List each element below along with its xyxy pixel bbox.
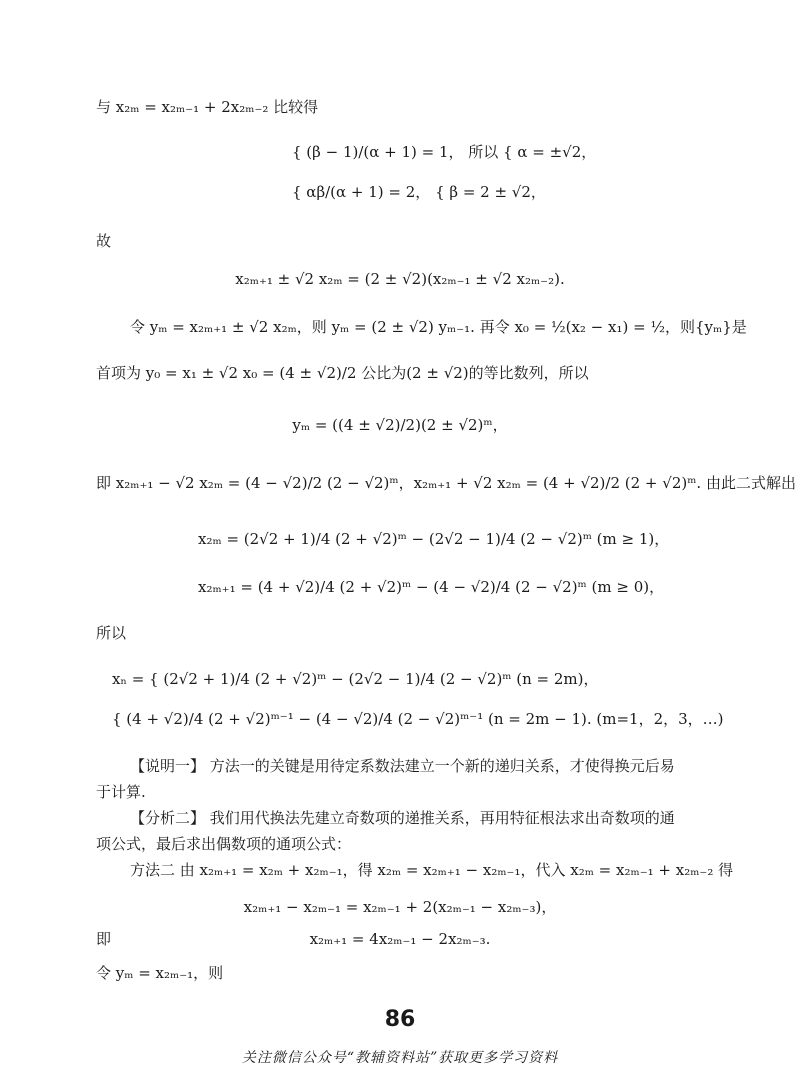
equation-x2m: x₂ₘ = (2√2 + 1)/4 (2 + √2)ᵐ − (2√2 − 1)/4 (2 − √2)ᵐ (m ≥ 1)， [198, 530, 670, 548]
system-line-1: { (β − 1)/(α + 1) = 1， 所以 { α = ±√2， [292, 143, 597, 161]
analysis-two-line-1: 【分析二】 我们用代换法先建立奇数项的递推关系，再用特征根法求出奇数项的通 [130, 809, 675, 827]
text-ling-ym: 令 yₘ = x₂ₘ₋₁，则 [96, 964, 224, 982]
equation-x2m1: x₂ₘ₊₁ = (4 + √2)/4 (2 + √2)ᵐ − (4 − √2)/4 (2 − √2)ᵐ (m ≥ 0)， [198, 578, 665, 596]
text-ji-2: 即 [96, 930, 112, 948]
system-line-2: { αβ/(α + 1) = 2， { β = 2 ± √2， [292, 183, 546, 201]
text-gu: 故 [96, 232, 112, 250]
page-number: 86 [384, 1007, 416, 1032]
analysis-two-line-2: 项公式，最后求出偶数项的通项公式： [96, 835, 352, 853]
piecewise-line-1: xₙ = { (2√2 + 1)/4 (2 + √2)ᵐ − (2√2 − 1)/4 (2 − √2)ᵐ (n = 2m)， [112, 670, 599, 688]
equation-1: x₂ₘ₊₁ ± √2 x₂ₘ = (2 ± √2)(x₂ₘ₋₁ ± √2 x₂ₘ₋₂). [235, 270, 565, 288]
footer-note: 关注微信公众号“教辅资料站”获取更多学习资料 [241, 1050, 559, 1066]
equation-ym: yₘ = ((4 ± √2)/2)(2 ± √2)ᵐ， [292, 416, 508, 434]
equation-recursion: x₂ₘ₊₁ − x₂ₘ₋₁ = x₂ₘ₋₁ + 2(x₂ₘ₋₁ − x₂ₘ₋₃)， [243, 898, 557, 916]
text-line-ji: 即 x₂ₘ₊₁ − √2 x₂ₘ = (4 − √2)/2 (2 − √2)ᵐ，x₂ₘ₊₁ + √2 x₂ₘ = (4 + √2)/2 (2 + √2)ᵐ. 由此二式解出 [96, 474, 796, 492]
method-two-line: 方法二 由 x₂ₘ₊₁ = x₂ₘ + x₂ₘ₋₁，得 x₂ₘ = x₂ₘ₊₁ − x₂ₘ₋₁，代入 x₂ₘ = x₂ₘ₋₁ + x₂ₘ₋₂ 得 [130, 861, 734, 879]
text-line-ling: 令 yₘ = x₂ₘ₊₁ ± √2 x₂ₘ，则 yₘ = (2 ± √2) yₘ₋₁. 再令 x₀ = ½(x₂ − x₁) = ½，则{yₘ}是 [130, 318, 747, 336]
piecewise-line-2: { (4 + √2)/4 (2 + √2)ᵐ⁻¹ − (4 − √2)/4 (2 − √2)ᵐ⁻¹ (n = 2m − 1). (m=1，2，3，…) [112, 710, 724, 728]
text-line-1: 与 x₂ₘ = x₂ₘ₋₁ + 2x₂ₘ₋₂ 比较得 [96, 98, 319, 116]
note-one-line-2: 于计算. [96, 783, 146, 801]
note-one-line-1: 【说明一】 方法一的关键是用待定系数法建立一个新的递归关系，才使得换元后易 [130, 757, 675, 775]
text-line-shouxiang: 首项为 y₀ = x₁ ± √2 x₀ = (4 ± √2)/2 公比为(2 ± √2)的等比数列，所以 [96, 364, 589, 382]
text-suoyi: 所以 [96, 624, 127, 642]
equation-odd-terms: x₂ₘ₊₁ = 4x₂ₘ₋₁ − 2x₂ₘ₋₃. [309, 930, 491, 948]
